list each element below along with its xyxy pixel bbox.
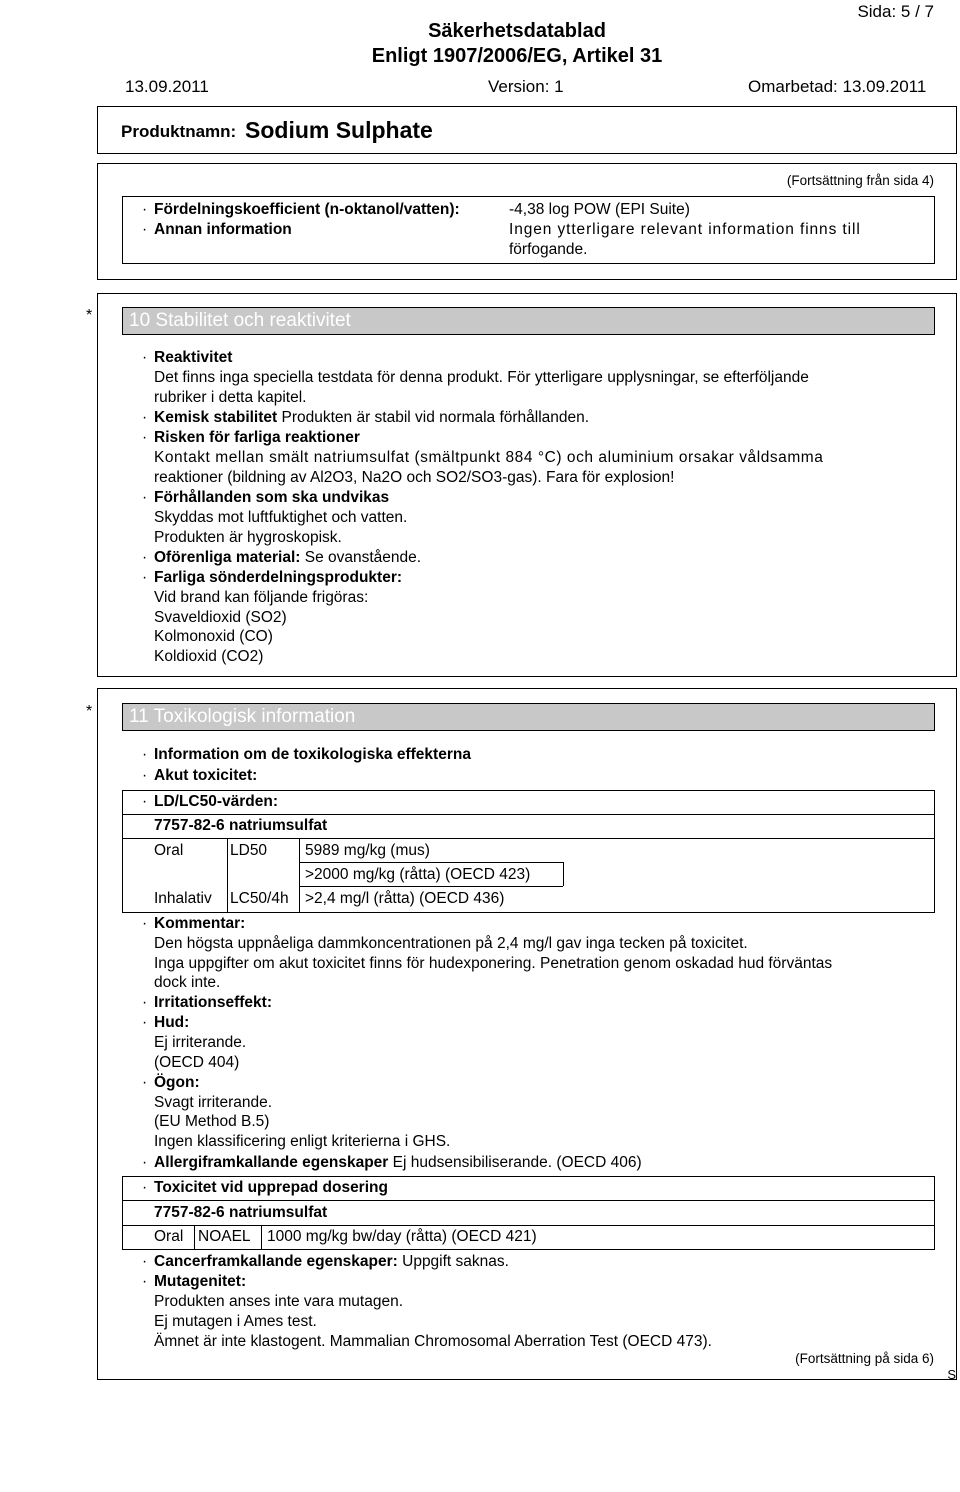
bullet: · [142,746,148,763]
other-info-label: Annan information [154,221,292,238]
bullet: · [142,1074,148,1091]
ld-table-substance: 7757-82-6 natriumsulfat [154,817,328,834]
footer-mark: S [947,1367,956,1382]
eyes-text: (EU Method B.5) [154,1113,270,1130]
section11-heading: 11 Toxikologisk information [122,703,935,731]
decomposition-label: Farliga sönderdelningsprodukter: [154,569,403,586]
allergy-text: Ej hudsensibiliserande. (OECD 406) [392,1154,642,1171]
mutagenicity-text: Ämnet är inte klastogent. Mammalian Chromosomal Aberration Test (OECD 473). [154,1333,712,1350]
eyes-text: Svagt irriterande. [154,1094,273,1111]
bullet: · [142,1273,148,1290]
table-cell-value: 1000 mg/kg bw/day (råtta) (OECD 421) [267,1228,537,1245]
hazardous-reactions-text-cont: reaktioner (bildning av Al2O3, Na2O och SO2/SO3-gas). Fara för explosion! [154,469,675,486]
carcinogenicity-row [154,1252,509,1272]
decomposition-item: Koldioxid (CO2) [154,648,264,665]
table-rule [122,1225,935,1226]
table-cell-route: Oral [154,1228,184,1245]
mutagenicity-label: Mutagenitet: [154,1273,247,1290]
bullet: · [142,994,148,1011]
allergy-label: Allergiframkallande egenskaper [154,1154,389,1171]
table-cell-route: Oral [154,842,184,859]
bullet: · [142,569,148,586]
partition-label: Fördelningskoefficient (n-oktanol/vatten): [154,201,460,218]
incompatible-label: Oförenliga material: [154,549,301,566]
table-rule [261,1225,262,1250]
table-rule [299,838,300,913]
header-date: 13.09.2011 [125,77,209,96]
section11-changed-marker: * [86,703,93,720]
comment-text: dock inte. [154,974,221,991]
bullet: · [142,767,148,784]
bullet: · [142,549,148,566]
decomposition-text: Vid brand kan följande frigöras: [154,589,369,606]
table-rule [563,862,564,886]
comment-label: Kommentar: [154,915,246,932]
other-info-value-cont: förfogande. [509,241,588,258]
carcinogenicity-text: Uppgift saknas. [402,1253,509,1270]
product-name: Sodium Sulphate [245,117,433,143]
table-cell-type: LD50 [230,842,268,859]
bullet: · [142,201,148,218]
header-version: Version: 1 [488,77,564,96]
skin-text: Ej irriterande. [154,1034,247,1051]
irritation-label: Irritationseffekt: [154,994,272,1011]
comment-text: Den högsta uppnåeliga dammkoncentrationen på 2,4 mg/l gav inga tecken på toxicitet. [154,935,748,952]
carcinogenicity-label: Cancerframkallande egenskaper: [154,1253,398,1270]
skin-label: Hud: [154,1014,190,1031]
table-cell-value: >2,4 mg/l (råtta) (OECD 436) [305,890,505,907]
incompatible-text: Se ovanstående. [304,549,422,566]
mutagenicity-text: Ej mutagen i Ames test. [154,1313,317,1330]
toxicological-info-label: Information om de toxikologiska effekterna [154,746,471,763]
bullet: · [142,349,148,366]
reactivity-text-cont: rubriker i detta kapitel. [154,389,307,406]
table-cell-route: Inhalativ [154,890,212,907]
product-name-box [97,106,957,154]
repeat-table-substance: 7757-82-6 natriumsulfat [154,1204,328,1221]
eyes-text: Ingen klassificering enligt kriterierna i GHS. [154,1133,451,1150]
table-cell-type: LC50/4h [230,890,289,907]
reactivity-label: Reaktivitet [154,349,233,366]
conditions-avoid-label: Förhållanden som ska undvikas [154,489,390,506]
bullet: · [142,915,148,932]
product-label: Produktnamn: [121,122,237,141]
bullet: · [142,1253,148,1270]
table-rule [299,862,563,863]
bullet: · [142,1154,148,1171]
bullet: · [142,489,148,506]
eyes-label: Ögon: [154,1074,200,1091]
reactivity-text: Det finns inga speciella testdata för denna produkt. För ytterligare upplysningar, se efterföljande [154,369,809,386]
allergy-row [154,1153,642,1173]
table-cell-value: >2000 mg/kg (råtta) (OECD 423) [305,866,531,883]
document-subtitle: Enligt 1907/2006/EG, Artikel 31 [371,45,663,67]
header-revised: Omarbetad: 13.09.2011 [748,77,927,96]
stability-label: Kemisk stabilitet [154,409,278,426]
table-rule [227,838,228,913]
decomposition-item: Svaveldioxid (SO2) [154,609,287,626]
mutagenicity-text: Produkten anses inte vara mutagen. [154,1293,404,1310]
table-rule [194,1225,195,1250]
table-rule [122,814,935,815]
conditions-avoid-text-cont: Produkten är hygroskopisk. [154,529,342,546]
bullet: · [142,793,148,810]
comment-text: Inga uppgifter om akut toxicitet finns för hudexponering. Penetration genom oskadad hud förväntas [154,955,833,972]
decomposition-item: Kolmonoxid (CO) [154,628,273,645]
bullet: · [142,1179,148,1196]
hazardous-reactions-label: Risken för farliga reaktioner [154,429,360,446]
table-rule [122,1200,935,1201]
table-cell-type: NOAEL [198,1228,251,1245]
section10-heading: 10 Stabilitet och reaktivitet [122,307,935,335]
continued-from: (Fortsättning från sida 4) [786,173,934,188]
stability-text: Produkten är stabil vid normala förhållanden. [281,409,590,426]
conditions-avoid-text: Skyddas mot luftfuktighet och vatten. [154,509,408,526]
bullet: · [142,221,148,238]
stability-row [154,408,589,428]
table-rule [122,838,935,839]
bullet: · [142,1014,148,1031]
ld-table-heading: LD/LC50-värden: [154,793,279,810]
acute-toxicity-label: Akut toxicitet: [154,767,258,784]
hazardous-reactions-text: Kontakt mellan smält natriumsulfat (smältpunkt 884 °C) och aluminium orsakar våldsamma [154,449,824,466]
document-title: Säkerhetsdatablad [428,20,606,42]
table-cell-value: 5989 mg/kg (mus) [305,842,430,859]
table-rule [299,886,563,887]
other-info-value: Ingen ytterligare relevant information finns till [509,221,861,238]
continued-to: (Fortsättning på sida 6) [795,1351,934,1366]
section10-changed-marker: * [86,307,93,324]
bullet: · [142,429,148,446]
incompatible-row [154,548,421,568]
bullet: · [142,409,148,426]
skin-text: (OECD 404) [154,1054,240,1071]
partition-value: -4,38 log POW (EPI Suite) [509,201,690,218]
page-number: Sida: 5 / 7 [857,2,934,21]
repeat-table-heading: Toxicitet vid upprepad dosering [154,1179,388,1196]
